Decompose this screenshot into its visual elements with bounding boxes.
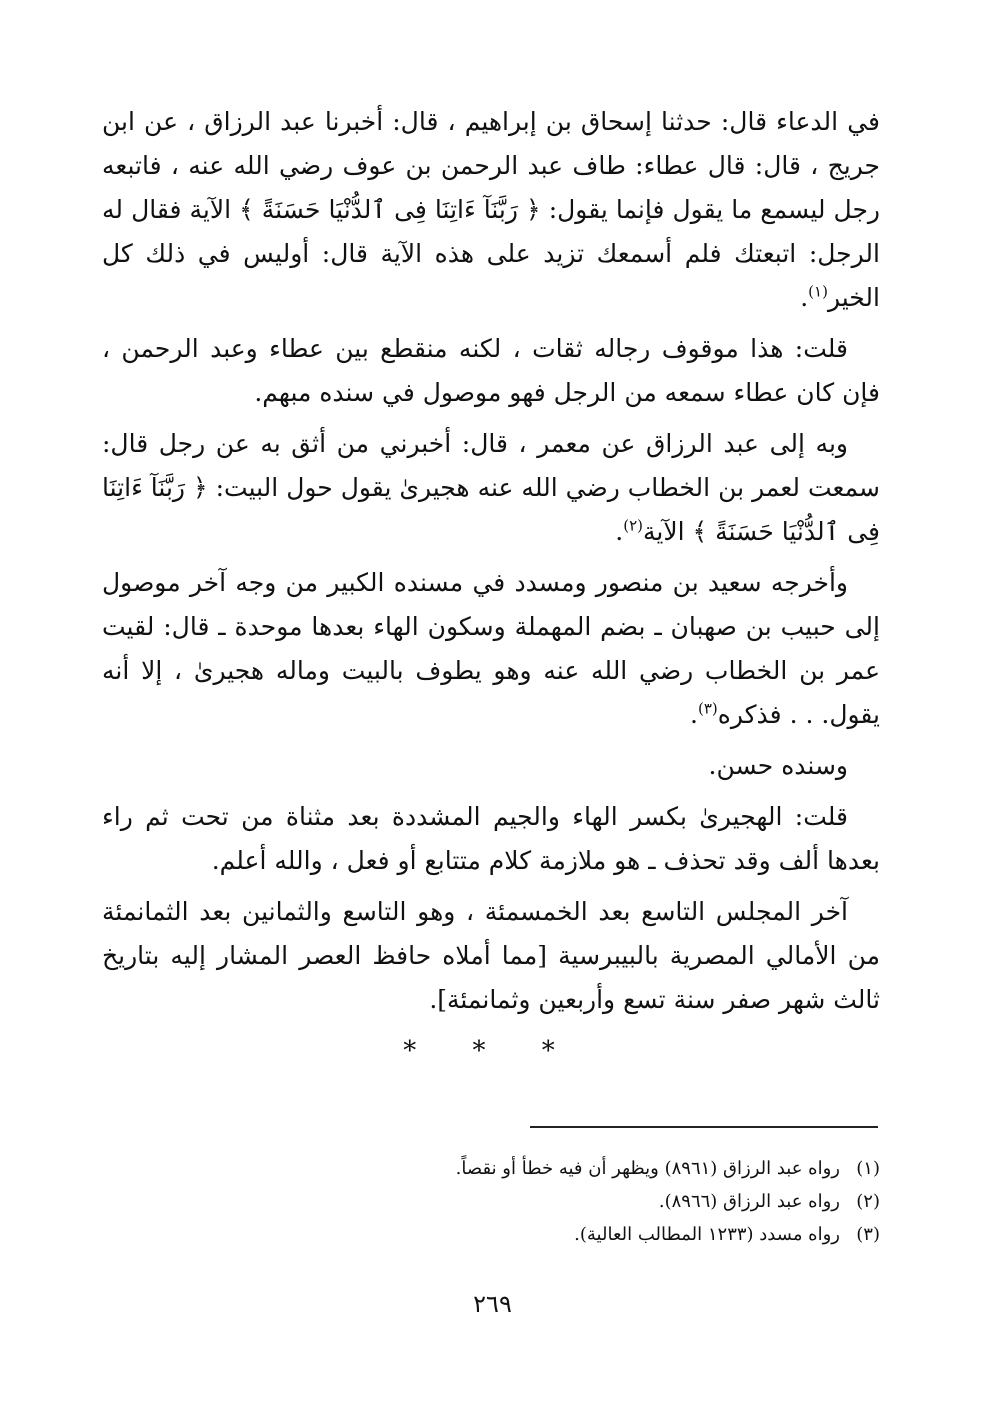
- paragraph-text: آخر المجلس التاسع بعد الخمسمئة ، وهو التاسع والثمانين بعد الثمانمئة من الأمالي المصرية بالبيبرسية [مما أملاه حافظ العصر المشار إليه بتاريخ ثالث شهر صفر سنة تسع وأربعين وثمانمئة].: [102, 897, 880, 1014]
- paragraph-5: [102, 744, 880, 788]
- footnote-number: (٣): [856, 1224, 880, 1245]
- footnote-divider: [530, 1126, 878, 1128]
- paragraph-text: وبه إلى عبد الرزاق عن معمر ، قال: أخبرني من أثق به عن رجل قال: سمعت لعمر بن الخطاب رضي الله عنه هجيرىٰ يقول حول البيت: ﴿ رَبَّنَآ ءَاتِنَا فِى ٱلدُّنْيَا حَسَنَةً ﴾ الآية: [102, 429, 880, 546]
- footnote-text: رواه عبد الرزاق (٨٩٦٦).: [658, 1191, 840, 1212]
- paragraph-text: وسنده حسن.: [708, 751, 848, 780]
- footnote-3: [280, 1218, 880, 1251]
- paragraph-2: [102, 327, 880, 415]
- page-number: ٢٦٩: [473, 1290, 512, 1318]
- page-body: [102, 100, 880, 1084]
- paragraph-1: [102, 100, 880, 320]
- footnote-number: (٢): [856, 1191, 880, 1212]
- paragraph-3: [102, 422, 880, 554]
- paragraph-tail: .: [690, 700, 698, 729]
- paragraph-text: في الدعاء قال: حدثنا إسحاق بن إبراهيم ، قال: أخبرنا عبد الرزاق ، عن ابن جريج ، قال: قال عطاء: طاف عبد الرحمن بن عوف رضي الله عنه ، فاتبعه رجل ليسمع ما يقول فإنما يقول: ﴿ رَبَّنَآ ءَاتِنَا فِى ٱلدُّنْيَا حَسَنَةً ﴾ الآية فقال له الرجل: اتبعتك فلم أسمعك تزيد على هذه الآية قال: أوليس في ذلك كل الخير: [102, 107, 880, 312]
- paragraph-text: وأخرجه سعيد بن منصور ومسدد في مسنده الكبير من وجه آخر موصول إلى حبيب بن صهبان ـ بضم المهملة وسكون الهاء بعدها موحدة ـ قال: لقيت عمر بن الخطاب رضي الله عنه وهو يطوف بالبيت وماله هجيرىٰ ، إلا أنه يقول. . . فذكره: [102, 568, 880, 729]
- footnote-number: (١): [856, 1158, 880, 1179]
- section-separator: * * *: [403, 1036, 579, 1066]
- footnote-text: رواه مسدد (١٢٣٣ المطالب العالية).: [574, 1224, 840, 1245]
- footnote-2: [280, 1185, 880, 1218]
- paragraph-tail: .: [800, 283, 809, 312]
- paragraph-7: [102, 890, 880, 1022]
- paragraph-4: [102, 561, 880, 737]
- footnote-ref-3[interactable]: (٣): [697, 699, 718, 718]
- paragraph-tail: .: [615, 517, 624, 546]
- footnote-ref-2[interactable]: (٢): [623, 516, 643, 535]
- footnote-1: [280, 1152, 880, 1185]
- paragraph-text: قلت: هذا موقوف رجاله ثقات ، لكنه منقطع بين عطاء وعبد الرحمن ، فإن كان عطاء سمعه من الرجل فهو موصول في سنده مبهم.: [102, 334, 880, 407]
- footnotes: [280, 1152, 880, 1251]
- footnote-text: رواه عبد الرزاق (٨٩٦١) ويظهر أن فيه خطأ أو نقصاً.: [455, 1158, 840, 1179]
- paragraph-6: [102, 795, 880, 883]
- footnote-ref-1[interactable]: (١): [808, 282, 828, 301]
- paragraph-text: قلت: الهجيرىٰ بكسر الهاء والجيم المشددة بعد مثناة من تحت ثم راء بعدها ألف وقد تحذف ـ هو ملازمة كلام متتابع أو فعل ، والله أعلم.: [102, 802, 880, 875]
